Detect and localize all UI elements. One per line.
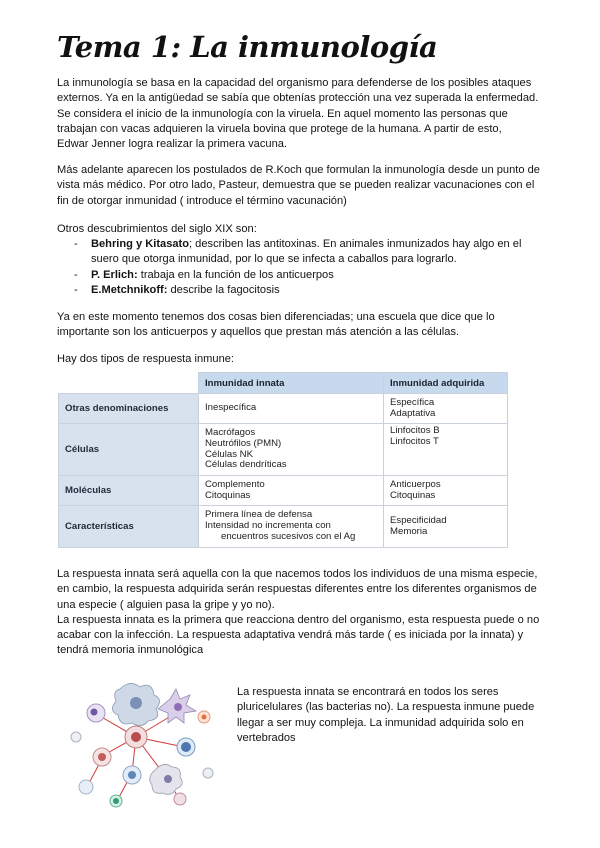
text-line: vertebrados bbox=[237, 731, 296, 744]
table-cell bbox=[384, 506, 508, 548]
text-line: vista más médico. Por otro lado, Pasteur, demuestra que se pueden realizar vacunaciones con el bbox=[57, 179, 535, 192]
bullet-dash: - bbox=[74, 283, 78, 296]
cell-line: Inespecífica bbox=[205, 402, 257, 414]
cell-line: Complemento bbox=[205, 478, 265, 490]
table-cell bbox=[384, 394, 508, 424]
cell-line: Memoria bbox=[390, 525, 428, 537]
cell-line: Células dendríticas bbox=[205, 459, 287, 471]
cell-line: Neutrófilos (PMN) bbox=[205, 437, 282, 449]
cell-icon bbox=[79, 780, 93, 794]
column-header-adquirida: Inmunidad adquirida bbox=[384, 373, 508, 394]
scientist-name: P. Erlich: bbox=[91, 268, 138, 281]
table-row bbox=[59, 394, 508, 424]
innate-paragraph bbox=[57, 567, 545, 659]
cell-nucleus-icon bbox=[181, 742, 191, 752]
schools-paragraph bbox=[57, 310, 545, 341]
cell-line: Citoquinas bbox=[390, 489, 436, 501]
text-line: fin de otorgar inmunidad ( introduce el término vacunación) bbox=[57, 194, 347, 207]
table-cell bbox=[384, 476, 508, 506]
table-row bbox=[59, 476, 508, 506]
cell-line: Linfocitos B bbox=[390, 425, 440, 436]
cell-line: Adaptativa bbox=[390, 407, 436, 419]
row-header: Características bbox=[59, 506, 199, 548]
text-line: importante son los anticuerpos y aquellos que prestan más atención a las células. bbox=[57, 326, 460, 339]
cell-line: Intensidad no incrementa con bbox=[205, 520, 331, 532]
page-title: Tema 1: La inmunología bbox=[57, 30, 438, 64]
table-header-row bbox=[59, 373, 508, 394]
cell-line: Especificidad bbox=[390, 514, 447, 526]
column-header-innata: Inmunidad innata bbox=[199, 373, 384, 394]
cell-line: Macrófagos bbox=[205, 426, 256, 438]
table-cell bbox=[199, 476, 384, 506]
text-line: Edwar Jenner logra realizar la primera vacuna. bbox=[57, 138, 287, 151]
text-line: en cambio, la respuesta adquirida serán respuestas diferentes entre los diferentes organismos de bbox=[57, 583, 537, 596]
cell-line: encuentros sucesivos con el Ag bbox=[221, 530, 356, 542]
discoveries-intro bbox=[57, 222, 545, 237]
row-header: Moléculas bbox=[59, 476, 199, 506]
list-item-text: describe la fagocitosis bbox=[167, 283, 280, 296]
types-intro bbox=[57, 352, 545, 367]
table-cell bbox=[199, 424, 384, 476]
immune-cells-illustration bbox=[58, 677, 226, 811]
immunity-comparison-table bbox=[58, 372, 508, 548]
discoveries-list bbox=[57, 237, 557, 298]
text-line: Otros descubrimientos del siglo XIX son: bbox=[57, 223, 257, 235]
text-line: externos. Ya en la antigüedad se sabía que obtenías protección una vez superada la enfermedad. bbox=[57, 92, 539, 105]
text-line: La respuesta innata es la primera que reacciona dentro del organismo, esta respuesta puede o no bbox=[57, 613, 540, 626]
text-line: Ya en este momento tenemos dos cosas bien diferenciadas; una escuela que dice que lo bbox=[57, 311, 495, 323]
cell-nucleus-icon bbox=[131, 732, 141, 742]
table-row bbox=[59, 506, 508, 548]
bullet-dash: - bbox=[74, 268, 78, 281]
text-line: Hay dos tipos de respuesta inmune: bbox=[57, 353, 234, 365]
list-item-text: ; describen las antitoxinas. En animales inmunizados hay algo en el bbox=[189, 238, 522, 250]
macrophage-cell-icon bbox=[112, 683, 159, 725]
text-line: acabar con la infección. La respuesta adaptativa vendrá más tarde ( es iniciada por la innata) y bbox=[57, 629, 524, 642]
text-line: una especie ( alguien pasa la gripe y yo no). bbox=[57, 598, 275, 611]
cell-icon bbox=[203, 768, 213, 778]
list-item-text: trabaja en la función de los anticuerpos bbox=[137, 268, 334, 281]
cell-line: Células NK bbox=[205, 448, 253, 460]
cell-nucleus-icon bbox=[128, 771, 136, 779]
text-line: Se considera el inicio de la inmunología con la viruela. En aquel momento las personas que bbox=[57, 107, 508, 120]
cell-line: Citoquinas bbox=[205, 489, 251, 501]
text-line: La inmunología se basa en la capacidad del organismo para defenderse de los posibles ataques bbox=[57, 77, 532, 89]
text-line: pluricelulares (las bacterias no). La respuesta inmune puede bbox=[237, 701, 535, 714]
list-item bbox=[57, 268, 557, 283]
intro-paragraph bbox=[57, 76, 545, 152]
row-header: Células bbox=[59, 424, 199, 476]
text-line: trabajan con vacas adquieren la viruela bovina que protege de la humana. A partir de esto, bbox=[57, 122, 502, 135]
text-line: Más adelante aparecen los postulados de R.Koch que formulan la inmunología desde un punto de bbox=[57, 164, 540, 176]
table-cell bbox=[199, 394, 384, 424]
text-line: llegar a ser muy compleja. La inmunidad adquirida solo en bbox=[237, 716, 524, 729]
cell-nucleus-icon bbox=[202, 715, 207, 720]
table-cell bbox=[384, 424, 508, 476]
scientist-name: Behring y Kitasato bbox=[91, 238, 190, 250]
text-line: La respuesta innata se encontrará en todos los seres bbox=[237, 686, 499, 698]
table-row bbox=[59, 424, 508, 476]
list-item-text: suero que otorga inmunidad, por lo que se infecta a caballos para lograrlo. bbox=[91, 253, 457, 266]
list-item bbox=[57, 283, 557, 298]
cell-line: Primera línea de defensa bbox=[205, 509, 313, 521]
cell-nucleus-icon bbox=[98, 753, 106, 761]
cell-icon bbox=[174, 793, 186, 805]
cell-icon bbox=[71, 732, 81, 742]
row-header: Otras denominaciones bbox=[59, 394, 199, 424]
cell-nucleus-icon bbox=[91, 709, 98, 716]
koch-paragraph bbox=[57, 163, 545, 209]
list-item bbox=[57, 237, 557, 268]
cell-nucleus-icon bbox=[113, 798, 119, 804]
text-line: La respuesta innata será aquella con la que nacemos todos los individuos de una misma especie, bbox=[57, 568, 538, 580]
cell-line: Linfocitos T bbox=[390, 435, 439, 447]
cell-line: Anticuerpos bbox=[390, 478, 441, 490]
cell-line: Específica bbox=[390, 396, 435, 408]
table-cell bbox=[199, 506, 384, 548]
scientist-name: E.Metchnikoff: bbox=[91, 283, 168, 296]
table-corner bbox=[59, 373, 199, 394]
side-paragraph bbox=[237, 685, 547, 746]
text-line: tendrá memoria inmunológica bbox=[57, 644, 204, 657]
bullet-dash: - bbox=[74, 238, 78, 250]
